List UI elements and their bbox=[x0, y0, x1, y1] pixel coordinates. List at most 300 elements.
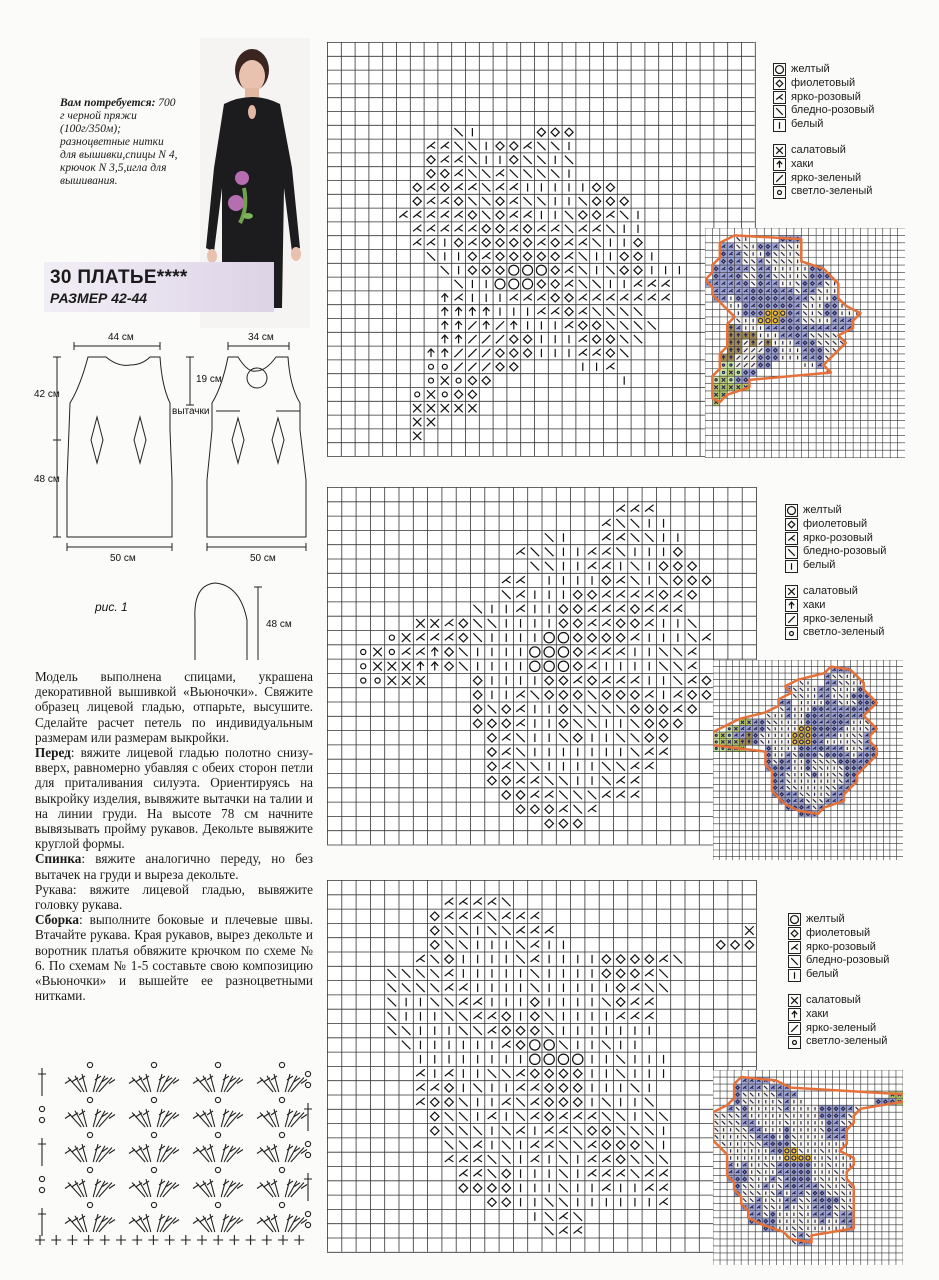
stitch-circle-large-icon bbox=[509, 265, 519, 275]
stitch-angle-stitch-icon bbox=[631, 776, 640, 783]
stitch-backslash-icon bbox=[416, 983, 425, 992]
stitch-backslash-icon bbox=[659, 662, 668, 671]
legend-label: ярко-розовый bbox=[806, 940, 876, 953]
stitch-angle-stitch-icon bbox=[602, 676, 611, 683]
arrow-up-icon bbox=[788, 1008, 801, 1021]
stitch-diamond-icon bbox=[659, 562, 668, 571]
stitch-diamond-icon bbox=[473, 676, 482, 685]
stitch-backslash-icon bbox=[659, 969, 668, 978]
stitch-angle-stitch-icon bbox=[645, 590, 654, 597]
backslash-icon bbox=[788, 955, 801, 968]
stitch-backslash-icon bbox=[445, 998, 454, 1007]
stitch-backslash-icon bbox=[620, 211, 628, 219]
stitch-diamond-icon bbox=[688, 590, 697, 599]
stitch-diamond-icon bbox=[510, 238, 518, 246]
stitch-diamond-icon bbox=[545, 676, 554, 685]
stitch-cross-icon bbox=[430, 619, 439, 628]
stitch-angle-stitch-icon bbox=[531, 1112, 540, 1119]
legend-item bbox=[788, 1008, 889, 1022]
stitch-cross-icon bbox=[402, 676, 411, 685]
stitch-diamond-icon bbox=[545, 1069, 554, 1078]
stitch-angle-stitch-icon bbox=[565, 321, 573, 328]
stitch-backslash-icon bbox=[545, 1212, 554, 1221]
legend-label: бледно-розовый bbox=[806, 954, 890, 967]
stitch-backslash-icon bbox=[602, 762, 611, 771]
stitch-diamond-icon bbox=[606, 349, 614, 357]
stitch-angle-stitch-icon bbox=[588, 1141, 597, 1148]
cross-icon bbox=[773, 144, 786, 157]
stitch-angle-stitch-icon bbox=[616, 505, 625, 512]
stitch-diamond-icon bbox=[427, 156, 435, 164]
stitch-angle-stitch-icon bbox=[579, 349, 587, 356]
stitch-diamond-icon bbox=[551, 128, 559, 136]
stitch-diamond-icon bbox=[602, 691, 611, 700]
stitch-angle-stitch-icon bbox=[661, 294, 669, 301]
stitch-diamond-icon bbox=[488, 1184, 497, 1193]
stitch-backslash-icon bbox=[488, 1069, 497, 1078]
shell-stitch bbox=[65, 1097, 115, 1127]
stitch-angle-stitch-icon bbox=[473, 1169, 482, 1176]
stitch-circle-small-icon bbox=[415, 392, 420, 397]
stitch-angle-stitch-icon bbox=[459, 898, 468, 905]
stitch-angle-stitch-icon bbox=[559, 805, 568, 812]
stitch-angle-stitch-icon bbox=[559, 1112, 568, 1119]
embroidery-chart-1 bbox=[327, 42, 756, 457]
stitch-angle-stitch-icon bbox=[488, 898, 497, 905]
stitch-backslash-icon bbox=[402, 1026, 411, 1035]
stitch-backslash-icon bbox=[459, 662, 468, 671]
stitch-backslash-icon bbox=[559, 1198, 568, 1207]
stitch-backslash-icon bbox=[579, 252, 587, 260]
stitch-circle-large-icon bbox=[544, 1040, 554, 1050]
vertical-bar-icon bbox=[785, 560, 798, 573]
stitch-diamond-icon bbox=[473, 719, 482, 728]
stitch-backslash-icon bbox=[473, 605, 482, 614]
stitch-angle-stitch-icon bbox=[445, 633, 454, 640]
stitch-backslash-icon bbox=[559, 1041, 568, 1050]
stitch-angle-stitch-icon bbox=[454, 294, 462, 301]
stitch-backslash-icon bbox=[545, 1026, 554, 1035]
stitch-diamond-icon bbox=[645, 719, 654, 728]
stitch-diamond-icon bbox=[510, 252, 518, 260]
stitch-angle-stitch-icon bbox=[616, 590, 625, 597]
stitch-angle-stitch-icon bbox=[602, 519, 611, 526]
stitch-angle-stitch-icon bbox=[445, 898, 454, 905]
legend-item bbox=[785, 559, 886, 573]
stitch-backslash-icon bbox=[588, 719, 597, 728]
single-crochet bbox=[213, 1235, 223, 1245]
stitch-diamond-icon bbox=[551, 266, 559, 274]
stitch-diamond-icon bbox=[445, 648, 454, 657]
stitch-backslash-icon bbox=[688, 633, 697, 642]
stitch-backslash-icon bbox=[606, 266, 614, 274]
stitch-diamond-icon bbox=[445, 1098, 454, 1107]
shell-stitch bbox=[65, 1132, 115, 1162]
stitch-diamond-icon bbox=[565, 128, 573, 136]
stitch-angle-stitch-icon bbox=[427, 225, 435, 232]
stitch-diamond-icon bbox=[602, 969, 611, 978]
stitch-cross-icon bbox=[416, 676, 425, 685]
legend-label: светло-зеленый bbox=[806, 1035, 888, 1048]
stitch-angle-stitch-icon bbox=[573, 1112, 582, 1119]
stitch-angle-stitch-icon bbox=[459, 1155, 468, 1162]
crochet-edging-diagram bbox=[30, 1050, 320, 1250]
legend-item bbox=[785, 626, 886, 640]
stitch-backslash-icon bbox=[459, 1126, 468, 1135]
stitch-angle-stitch-icon bbox=[588, 1112, 597, 1119]
stitch-angle-stitch-icon bbox=[416, 955, 425, 962]
legend-label: бледно-розовый bbox=[791, 104, 875, 117]
stitch-backslash-icon bbox=[445, 941, 454, 950]
stitch-angle-stitch-icon bbox=[413, 211, 421, 218]
stitch-backslash-icon bbox=[482, 211, 490, 219]
stitch-diamond-icon bbox=[496, 252, 504, 260]
stitch-backslash-icon bbox=[588, 705, 597, 714]
front-paragraph bbox=[35, 745, 313, 851]
stitch-angle-stitch-icon bbox=[531, 791, 540, 798]
stitch-backslash-icon bbox=[502, 590, 511, 599]
stitch-angle-stitch-icon bbox=[430, 1084, 439, 1091]
dim-front-bottom: 50 см bbox=[110, 553, 136, 564]
stitch-angle-stitch-icon bbox=[502, 733, 511, 740]
single-crochet bbox=[197, 1235, 207, 1245]
stitch-angle-stitch-icon bbox=[502, 912, 511, 919]
stitch-diamond-icon bbox=[545, 1098, 554, 1107]
stitch-diamond-icon bbox=[616, 691, 625, 700]
legend-item bbox=[773, 91, 874, 105]
stitch-diamond-icon bbox=[745, 941, 754, 950]
shell-stitch bbox=[65, 1167, 115, 1197]
shell-stitch bbox=[193, 1097, 243, 1127]
stitch-backslash-icon bbox=[631, 1126, 640, 1135]
stitch-diamond-icon bbox=[502, 1012, 511, 1021]
stitch-diamond-icon bbox=[645, 705, 654, 714]
stitch-backslash-icon bbox=[631, 533, 640, 542]
slash-icon bbox=[788, 1022, 801, 1035]
stitch-backslash-icon bbox=[645, 533, 654, 542]
stitch-angle-stitch-icon bbox=[413, 225, 421, 232]
stitch-angle-stitch-icon bbox=[588, 648, 597, 655]
stitch-diamond-icon bbox=[537, 252, 545, 260]
front-text: : вяжите лицевой гладью полотно снизу-вверх, равномерно убавляя с обеих сторон петли для приталивания силуэта. Ориентируясь на выкройку изделия, вывяжите вытачки на талии и на линии груди. На высоте 78 см начните вывязывать пройму рукавов. Декольте вывяжите круглой формы. bbox=[35, 745, 313, 852]
stitch-backslash-icon bbox=[459, 1112, 468, 1121]
stitch-diamond-icon bbox=[592, 183, 600, 191]
stitch-backslash-icon bbox=[592, 238, 600, 246]
stitch-angle-stitch-icon bbox=[516, 576, 525, 583]
stitch-backslash-icon bbox=[631, 1084, 640, 1093]
stitch-angle-stitch-icon bbox=[559, 1212, 568, 1219]
stitch-circle-large-icon bbox=[530, 1054, 540, 1064]
stitch-diamond-icon bbox=[592, 335, 600, 343]
stitch-diamond-icon bbox=[606, 335, 614, 343]
stitch-backslash-icon bbox=[488, 926, 497, 935]
stitch-diamond-icon bbox=[573, 619, 582, 628]
stitch-backslash-icon bbox=[602, 1112, 611, 1121]
vertical-bar-icon bbox=[773, 119, 786, 132]
stitch-backslash-icon bbox=[645, 1126, 654, 1135]
legend-item bbox=[785, 504, 886, 518]
stitch-slash-icon bbox=[482, 349, 490, 357]
stitch-arrow-up-icon bbox=[441, 349, 448, 357]
stitch-arrow-up-icon bbox=[431, 662, 438, 671]
stitch-diamond-icon bbox=[551, 238, 559, 246]
single-crochet bbox=[35, 1235, 45, 1245]
color-preview-3 bbox=[713, 1070, 903, 1265]
stitch-diamond-icon bbox=[545, 819, 554, 828]
stitch-angle-stitch-icon bbox=[531, 941, 540, 948]
garment-schematic bbox=[0, 315, 320, 665]
stitch-circle-large-icon bbox=[558, 633, 568, 643]
stitch-angle-stitch-icon bbox=[516, 719, 525, 726]
legend-item bbox=[773, 63, 874, 77]
stitch-diamond-icon bbox=[573, 590, 582, 599]
front-label: Перед bbox=[35, 745, 71, 761]
stitch-angle-stitch-icon bbox=[445, 619, 454, 626]
stitch-backslash-icon bbox=[659, 648, 668, 657]
stitch-diamond-icon bbox=[531, 998, 540, 1007]
stitch-angle-stitch-icon bbox=[602, 590, 611, 597]
assembly-paragraph bbox=[35, 912, 313, 1003]
stitch-diamond-icon bbox=[659, 733, 668, 742]
shell-stitch bbox=[129, 1097, 179, 1127]
stitch-backslash-icon bbox=[523, 169, 531, 177]
stitch-backslash-icon bbox=[388, 1026, 397, 1035]
stitch-backslash-icon bbox=[659, 1155, 668, 1164]
stitch-angle-stitch-icon bbox=[454, 156, 462, 163]
slash-icon bbox=[785, 613, 798, 626]
stitch-backslash-icon bbox=[488, 1169, 497, 1178]
stitch-diamond-icon bbox=[459, 619, 468, 628]
stitch-diamond-icon bbox=[645, 955, 654, 964]
stitch-diamond-icon bbox=[510, 363, 518, 371]
stitch-angle-stitch-icon bbox=[454, 183, 462, 190]
back-label: Спинка bbox=[35, 851, 82, 867]
stitch-diamond-icon bbox=[502, 1184, 511, 1193]
stitch-circle-small-icon bbox=[429, 378, 434, 383]
legend-item bbox=[773, 118, 874, 132]
stitch-angle-stitch-icon bbox=[559, 1227, 568, 1234]
stitch-angle-stitch-icon bbox=[416, 1084, 425, 1091]
stitch-backslash-icon bbox=[531, 548, 540, 557]
stitch-backslash-icon bbox=[516, 941, 525, 950]
stitch-backslash-icon bbox=[459, 941, 468, 950]
stitch-diamond-icon bbox=[441, 183, 449, 191]
stitch-backslash-icon bbox=[537, 169, 545, 177]
stitch-diamond-icon bbox=[616, 619, 625, 628]
stitch-arrow-up-icon bbox=[483, 321, 490, 329]
stitch-diamond-icon bbox=[559, 676, 568, 685]
stitch-angle-stitch-icon bbox=[488, 1112, 497, 1119]
legend-item bbox=[773, 158, 874, 172]
stitch-diamond-icon bbox=[445, 662, 454, 671]
legend-label: белый bbox=[806, 968, 839, 981]
stitch-diamond-icon bbox=[634, 266, 642, 274]
preview-cells bbox=[713, 667, 877, 818]
stitch-backslash-icon bbox=[531, 969, 540, 978]
stitch-angle-stitch-icon bbox=[616, 791, 625, 798]
stitch-backslash-icon bbox=[616, 1055, 625, 1064]
stitch-backslash-icon bbox=[592, 280, 600, 288]
legend-label: светло-зеленый bbox=[803, 626, 885, 639]
dim-upper-height: 42 см bbox=[34, 389, 60, 400]
stitch-diamond-icon bbox=[573, 633, 582, 642]
stitch-backslash-icon bbox=[551, 142, 559, 150]
stitch-arrow-up-icon bbox=[441, 294, 448, 302]
legend-1 bbox=[773, 63, 874, 199]
stitch-backslash-icon bbox=[430, 983, 439, 992]
shell-stitch bbox=[257, 1097, 307, 1127]
stitch-backslash-icon bbox=[606, 225, 614, 233]
stitch-angle-stitch-icon bbox=[441, 156, 449, 163]
stitch-backslash-icon bbox=[631, 562, 640, 571]
stitch-backslash-icon bbox=[402, 969, 411, 978]
circle-small-icon bbox=[773, 186, 786, 199]
stitch-angle-stitch-icon bbox=[579, 225, 587, 232]
stitch-diamond-icon bbox=[645, 733, 654, 742]
legend-3 bbox=[788, 913, 889, 1049]
shell-stitch bbox=[129, 1062, 179, 1092]
stitch-diamond-icon bbox=[502, 1169, 511, 1178]
stitch-diamond-icon bbox=[468, 376, 476, 384]
dim-back-width: 34 см bbox=[248, 332, 274, 343]
stitch-backslash-icon bbox=[645, 1098, 654, 1107]
stitch-angle-stitch-icon bbox=[616, 648, 625, 655]
vertical-bar-icon bbox=[788, 969, 801, 982]
stitch-angle-stitch-icon bbox=[565, 238, 573, 245]
shell-stitch bbox=[257, 1202, 307, 1232]
legend-item bbox=[785, 518, 886, 532]
dim-neck-depth: 19 см bbox=[196, 374, 222, 385]
stitch-diamond-icon bbox=[510, 156, 518, 164]
stitch-angle-stitch-icon bbox=[645, 998, 654, 1005]
stitch-backslash-icon bbox=[459, 1026, 468, 1035]
color-preview-2 bbox=[713, 660, 903, 860]
dim-front-width: 44 см bbox=[108, 332, 134, 343]
grid-lines bbox=[327, 42, 755, 457]
stitch-angle-stitch-icon bbox=[634, 280, 642, 287]
stitch-diamond-icon bbox=[502, 776, 511, 785]
stitch-angle-stitch-icon bbox=[510, 211, 518, 218]
shell-stitch bbox=[193, 1132, 243, 1162]
single-crochet bbox=[132, 1235, 142, 1245]
circle-large-icon bbox=[788, 913, 801, 926]
arrow-up-icon bbox=[785, 599, 798, 612]
stitch-angle-stitch-icon bbox=[631, 633, 640, 640]
stitch-angle-stitch-icon bbox=[559, 1126, 568, 1133]
stitch-backslash-icon bbox=[645, 1141, 654, 1150]
stitch-backslash-icon bbox=[616, 1112, 625, 1121]
stitch-slash-icon bbox=[468, 335, 476, 343]
size-label: РАЗМЕР 42-44 bbox=[50, 290, 148, 306]
stitch-angle-stitch-icon bbox=[645, 605, 654, 612]
stitch-angle-stitch-icon bbox=[510, 197, 518, 204]
stitch-diamond-icon bbox=[631, 705, 640, 714]
stitch-diamond-icon bbox=[468, 252, 476, 260]
preview-cells bbox=[705, 235, 861, 405]
stitch-backslash-icon bbox=[616, 519, 625, 528]
stitch-diamond-icon bbox=[531, 805, 540, 814]
stitch-diamond-icon bbox=[616, 969, 625, 978]
legend-item bbox=[788, 941, 889, 955]
stitch-backslash-icon bbox=[516, 955, 525, 964]
stitch-backslash-icon bbox=[473, 1126, 482, 1135]
stitch-angle-stitch-icon bbox=[631, 998, 640, 1005]
stitch-backslash-icon bbox=[468, 156, 476, 164]
stitch-backslash-icon bbox=[416, 969, 425, 978]
stitch-angle-stitch-icon bbox=[445, 912, 454, 919]
stitch-diamond-icon bbox=[559, 705, 568, 714]
stitch-diamond-icon bbox=[573, 1084, 582, 1093]
single-crochet bbox=[148, 1235, 158, 1245]
stitch-backslash-icon bbox=[620, 335, 628, 343]
stitch-diamond-icon bbox=[674, 719, 683, 728]
stitch-angle-stitch-icon bbox=[502, 762, 511, 769]
stitch-backslash-icon bbox=[674, 662, 683, 671]
single-crochet bbox=[229, 1235, 239, 1245]
stitch-backslash-icon bbox=[459, 648, 468, 657]
stitch-backslash-icon bbox=[631, 1169, 640, 1178]
circle-small-icon bbox=[785, 627, 798, 640]
stitch-diamond-icon bbox=[516, 1041, 525, 1050]
stitch-angle-stitch-icon bbox=[427, 238, 435, 245]
stitch-backslash-icon bbox=[559, 733, 568, 742]
stitch-backslash-icon bbox=[573, 1126, 582, 1135]
stitch-diamond-icon bbox=[559, 719, 568, 728]
stitch-diamond-icon bbox=[488, 733, 497, 742]
stitch-angle-stitch-icon bbox=[523, 294, 531, 301]
legend-label: ярко-зеленый bbox=[791, 171, 862, 184]
stitch-diamond-icon bbox=[602, 955, 611, 964]
shell-stitch bbox=[193, 1062, 243, 1092]
stitch-backslash-icon bbox=[631, 719, 640, 728]
single-crochet bbox=[116, 1235, 126, 1245]
stitch-circle-small-icon bbox=[456, 378, 461, 383]
stitch-angle-stitch-icon bbox=[445, 983, 454, 990]
stitch-angle-stitch-icon bbox=[454, 169, 462, 176]
sleeve-paragraph: Рукава: вяжите лицевой гладью, вывяжите головку рукава. bbox=[35, 881, 313, 913]
stitch-diamond-icon bbox=[616, 998, 625, 1007]
stitch-angle-stitch-icon bbox=[631, 762, 640, 769]
stitch-backslash-icon bbox=[579, 280, 587, 288]
stitch-angle-stitch-icon bbox=[516, 605, 525, 612]
stitch-backslash-icon bbox=[616, 548, 625, 557]
legend-item bbox=[788, 927, 889, 941]
stitch-angle-stitch-icon bbox=[516, 776, 525, 783]
stitch-backslash-icon bbox=[588, 791, 597, 800]
single-crochet bbox=[246, 1235, 256, 1245]
stitch-circle-small-icon bbox=[361, 678, 366, 683]
stitch-circle-large-icon bbox=[558, 661, 568, 671]
stitch-backslash-icon bbox=[545, 548, 554, 557]
stitch-angle-stitch-icon bbox=[537, 294, 545, 301]
stitch-backslash-icon bbox=[573, 719, 582, 728]
stitch-slash-icon bbox=[454, 363, 462, 371]
stitch-angle-stitch-icon bbox=[579, 335, 587, 342]
stitch-diamond-icon bbox=[441, 169, 449, 177]
stitch-angle-stitch-icon bbox=[468, 183, 476, 190]
stitch-backslash-icon bbox=[502, 1141, 511, 1150]
stitch-diamond-icon bbox=[445, 1084, 454, 1093]
stitch-cross-icon bbox=[427, 404, 435, 412]
stitch-diamond-icon bbox=[565, 307, 573, 315]
single-crochet bbox=[262, 1235, 272, 1245]
stitch-angle-stitch-icon bbox=[510, 183, 518, 190]
stitch-backslash-icon bbox=[488, 705, 497, 714]
shell-stitch bbox=[129, 1202, 179, 1232]
stitch-slash-icon bbox=[454, 349, 462, 357]
stitch-arrow-up-icon bbox=[428, 349, 435, 357]
stitch-angle-stitch-icon bbox=[516, 1069, 525, 1076]
